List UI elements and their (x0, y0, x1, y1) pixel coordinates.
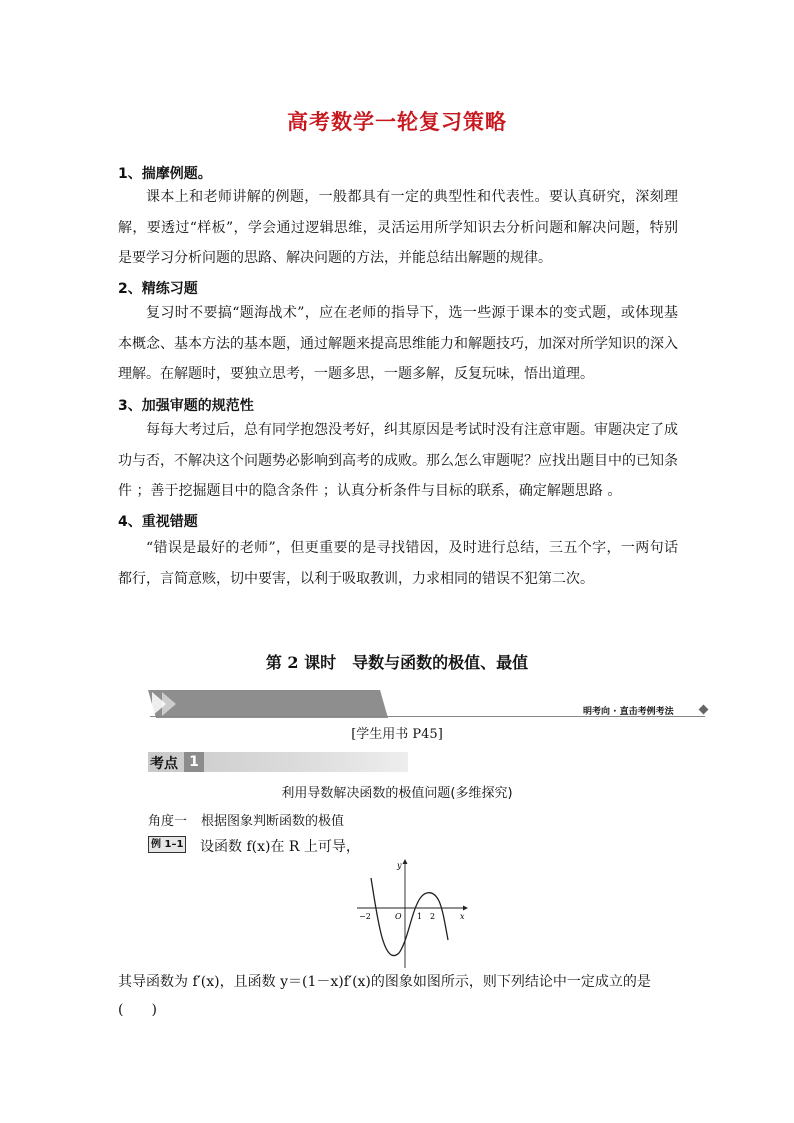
angle-text: 根据图象判断函数的极值 (201, 814, 345, 829)
page-title: 高考数学一轮复习策略 (287, 110, 507, 134)
function-graph (355, 856, 470, 971)
example-tag: 例 1–1 (148, 836, 186, 853)
question-text: 其导函数为 f′(x)，且函数 y＝(1－x)f′(x)的图象如图所示，则下列结论中一定成立的是( ) (118, 974, 651, 1018)
y-axis-label: y (397, 861, 402, 870)
origin-label: O (395, 912, 402, 921)
section-heading-2: 2、精练习题 (118, 281, 198, 297)
x-axis-arrow (463, 906, 468, 911)
section-banner (148, 690, 388, 718)
angle-label: 角度一 (148, 814, 188, 829)
book-reference: [学生用书 P45] (351, 727, 443, 742)
section-body-3: 每每大考过后，总有同学抱怨没考好，纠其原因是考试时没有注意审题。审题决定了成功与否，不解决这个问题势必影响到高考的成败。那么怎么审题呢？应找出题目中的已知条件 ；善于挖掘题目中的隐含条件 ；认真分析条件与目标的联系，确定解题思路 。 (118, 422, 678, 499)
section-heading-4: 4、重视错题 (118, 514, 198, 530)
topic-heading: 利用导数解决函数的极值问题(多维探究) (281, 786, 513, 801)
example-text: 设函数 f(x)在 R 上可导， (200, 839, 360, 855)
section-body-4: “错误是最好的老师”，但更重要的是寻找错因，及时进行总结，三五个字，一两句话都行，言简意赅，切中要害，以利于吸取教训，力求相同的错误不犯第二次。 (118, 540, 678, 587)
lesson-title: 第 2 课时 导数与函数的极值、最值 (265, 653, 529, 672)
section-body-2: 复习时不要搞“题海战术”，应在老师的指导下，选一些源于课本的变式题，或体现基本概念、基本方法的基本题，通过解题来提高思维能力和解题技巧，加深对所学知识的深入理解。在解题时，要独立思考，一题多思，一题多解，反复玩味，悟出道理。 (118, 305, 678, 382)
curve (371, 878, 448, 956)
banner-right-text: 明考向 · 直击考例考法 (583, 707, 674, 717)
section-heading-1: 1、揣摩例题。 (118, 166, 212, 182)
banner-text: 核心考点 · 深度剖析 (40, 6, 188, 24)
angle-heading (148, 810, 358, 829)
kaodian-label: 考点 (150, 756, 178, 772)
y-axis-arrow (403, 859, 408, 864)
kaodian-number: 1 (184, 752, 204, 772)
tick-label-2: 2 (430, 912, 436, 921)
section-heading-3: 3、加强审题的规范性 (118, 398, 254, 414)
tick-label-neg2: −2 (359, 912, 371, 921)
section-body-1: 课本上和老师讲解的例题，一般都具有一定的典型性和代表性。要认真研究，深刻理解，要透过“样板”，学会通过逻辑思维，灵活运用所学知识去分析问题和解决问题，特别是要学习分析问题的思路、解决问题的方法，并能总结出解题的规律。 (118, 189, 678, 266)
x-axis-label: x (460, 912, 465, 921)
diamond-icon (699, 705, 709, 715)
tick-label-1: 1 (417, 912, 423, 921)
